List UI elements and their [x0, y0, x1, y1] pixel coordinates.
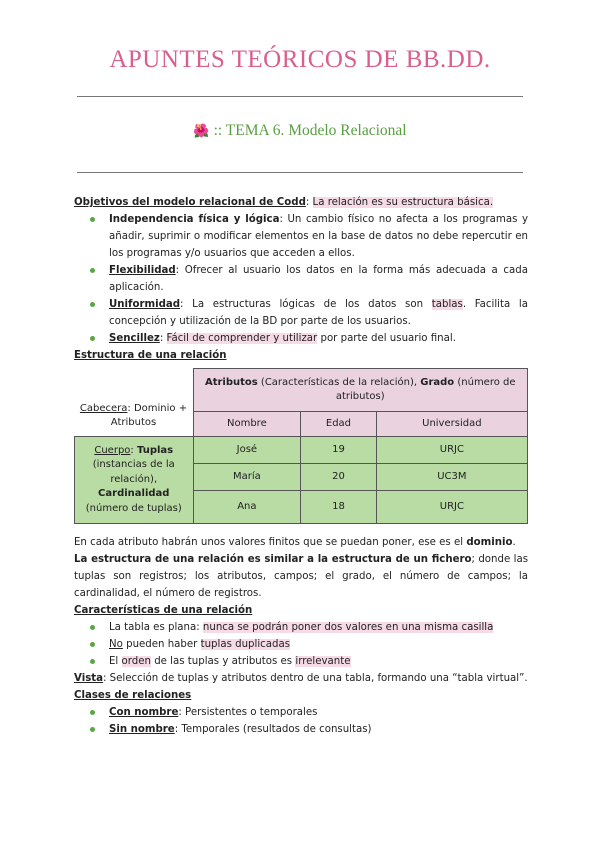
cuerpo-cell: Cuerpo: Tuplas (instancias de la relación), Cardinalidad (número de tuplas)	[75, 437, 194, 524]
item-text: : Temporales (resultados de consultas)	[174, 724, 372, 735]
item-text: por parte del usuario final.	[317, 333, 456, 344]
grado-text: (número de atributos)	[335, 377, 516, 402]
caracteristicas-heading: Características de una relación	[74, 605, 253, 616]
list-item	[74, 704, 528, 721]
list-item: Independencia física y lógica: Un cambio físico no afecta a los programas y añadir, suprimir o modificar elementos en la base de datos no debe repercutir en los programas y/o usuarios que acceden a ellos.	[74, 211, 528, 262]
estructura-heading-line	[74, 347, 528, 364]
list-item	[74, 619, 528, 636]
item-highlight: tuplas duplicadas	[200, 639, 291, 650]
estructura-heading: Estructura de una relación	[74, 350, 227, 361]
cabecera-cell	[75, 369, 194, 437]
cabecera-text: : Dominio + Atributos	[110, 403, 188, 428]
item-highlight: orden	[121, 656, 151, 667]
list-item: Sencillez: Fácil de comprender y utilizar por parte del usuario final.	[74, 330, 528, 347]
item-text: pueden haber	[122, 639, 201, 650]
page-title: APUNTES TEÓRICOS DE BB.DD.	[109, 46, 491, 73]
fichero-paragraph	[74, 551, 528, 602]
item-highlight: nunca se podrán poner dos valores en una misma casilla	[202, 622, 494, 633]
item-term: Independencia física y lógica	[109, 214, 280, 225]
item-highlight: Fácil de comprender y utilizar	[166, 333, 318, 344]
fichero-text: ; donde las tuplas son registros; los atributos, campos; el grado, el número de campos; la cardinalidad, el número de registros.	[74, 554, 528, 599]
grado-term: Grado	[420, 377, 455, 388]
document-body	[74, 194, 528, 738]
table-cell: URJC	[376, 437, 527, 464]
atributos-text: (Características de la relación),	[257, 377, 421, 388]
bullet-icon	[90, 217, 95, 222]
bullet-icon	[90, 727, 95, 732]
clases-heading-line	[74, 687, 528, 704]
vista-term: Vista	[74, 673, 104, 684]
item-term: Flexibilidad	[109, 265, 176, 276]
atributos-header-cell	[193, 369, 528, 412]
caracteristicas-list	[74, 619, 528, 670]
table-cell: María	[193, 464, 301, 491]
table-cell: 19	[301, 437, 376, 464]
fichero-bold: La estructura de una relación es similar a la estructura de un fichero	[74, 554, 472, 565]
divider-bottom	[77, 172, 523, 173]
objetivos-intro: La relación es su estructura básica.	[312, 197, 494, 208]
list-item	[74, 721, 528, 738]
column-header: Edad	[301, 412, 376, 437]
objetivos-heading-line: Objetivos del modelo relacional de Codd: La relación es su estructura básica.	[74, 197, 494, 208]
item-text: El	[109, 656, 122, 667]
table-cell: 18	[301, 491, 376, 524]
item-text: : Persistentes o temporales	[178, 707, 318, 718]
table-cell: Ana	[193, 491, 301, 524]
cabecera-label: Cabecera	[79, 403, 128, 414]
clases-list	[74, 704, 528, 738]
table-cell: 20	[301, 464, 376, 491]
item-term: Sin nombre	[109, 724, 175, 735]
column-header: Universidad	[376, 412, 527, 437]
tuplas-text: (instancias de la relación),	[92, 459, 175, 485]
table-cell: José	[193, 437, 301, 464]
dominio-term: dominio	[466, 537, 513, 548]
list-item	[74, 636, 528, 653]
item-text: La estructuras lógicas de los datos son	[192, 299, 432, 310]
list-item: Uniformidad: La estructuras lógicas de los datos son tablas. Facilita la concepción y utilización de la BD por parte de los usuarios.	[74, 296, 528, 330]
relation-table	[74, 368, 528, 524]
dominio-pre: En cada atributo habrán unos valores finitos que se puedan poner, ese es el	[74, 537, 467, 548]
item-underline: No	[109, 639, 123, 650]
item-term: Uniformidad	[109, 299, 181, 310]
cuerpo-label: Cuerpo	[94, 444, 131, 456]
caracteristicas-heading-line	[74, 602, 528, 619]
objetivos-heading: Objetivos del modelo relacional de Codd	[74, 197, 306, 208]
subtitle-text: :: TEMA 6. Modelo Relacional	[213, 122, 407, 139]
bullet-icon	[90, 642, 95, 647]
item-text: . Facilita la concepción y utilización de la BD por parte de los usuarios.	[109, 299, 528, 327]
divider-top	[77, 96, 523, 97]
bullet-icon	[90, 302, 95, 307]
column-header: Nombre	[193, 412, 301, 437]
list-item: Flexibilidad: Ofrecer al usuario los datos en la forma más adecuada a cada aplicación.	[74, 262, 528, 296]
atributos-term: Atributos	[204, 377, 258, 388]
cardinalidad-text: (número de tuplas)	[85, 502, 182, 514]
item-term: Con nombre	[109, 707, 179, 718]
tuplas-term: Tuplas	[136, 444, 174, 456]
dominio-post: .	[512, 537, 516, 548]
bullet-icon	[90, 659, 95, 664]
clases-heading: Clases de relaciones	[74, 690, 192, 701]
objetivos-list	[74, 211, 528, 347]
cardinalidad-term: Cardinalidad	[98, 488, 170, 500]
list-item	[74, 653, 528, 670]
bullet-icon	[90, 268, 95, 273]
item-text: La tabla es plana:	[109, 622, 203, 633]
bullet-icon	[90, 625, 95, 630]
vista-text: : Selección de tuplas y atributos dentro de una tabla, formando una “tabla virtual”.	[103, 673, 528, 684]
item-term: Sencillez	[109, 333, 160, 344]
item-highlight: irrelevante	[295, 656, 351, 667]
bullet-icon	[90, 336, 95, 341]
hibiscus-flower-icon: 🌺	[193, 123, 210, 138]
table-cell: UC3M	[376, 464, 527, 491]
item-text: de las tuplas y atributos es	[150, 656, 296, 667]
vista-paragraph	[74, 670, 528, 687]
dominio-paragraph	[74, 534, 528, 551]
topic-subtitle	[0, 122, 600, 140]
item-text: Un cambio físico no afecta a los programas y añadir, suprimir o modificar elementos en la base de datos no debe repercutir en los programas y/o usuarios que acceden a ellos.	[109, 214, 528, 259]
item-text: Ofrecer al usuario los datos en la forma más adecuada a cada aplicación.	[109, 265, 528, 293]
item-highlight: tablas	[431, 299, 463, 310]
table-cell: URJC	[376, 491, 527, 524]
bullet-icon	[90, 710, 95, 715]
